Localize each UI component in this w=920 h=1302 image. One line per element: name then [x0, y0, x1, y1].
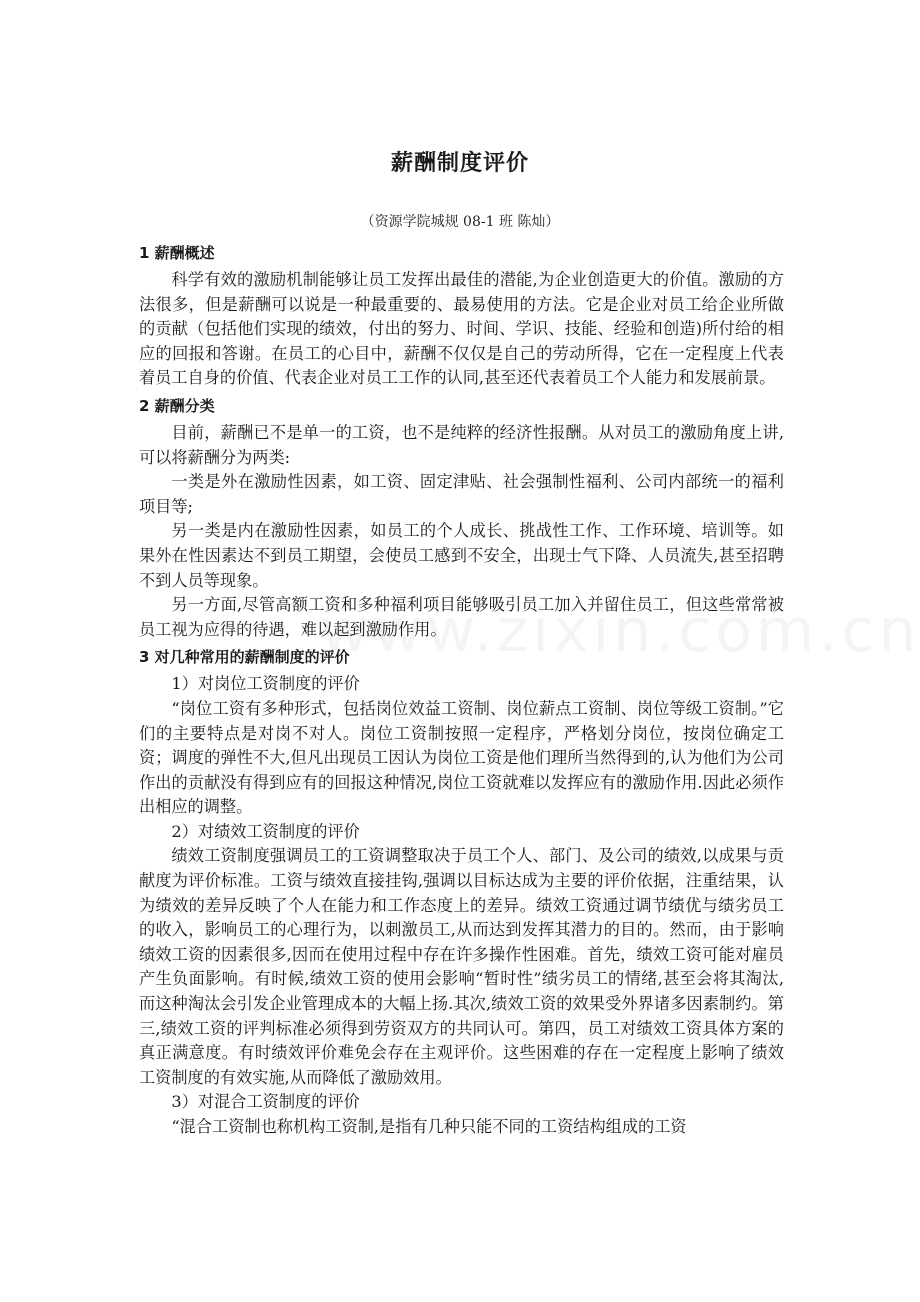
section-heading-3: 3 对几种常用的薪酬制度的评价 — [139, 648, 350, 667]
subsection-heading-3: 3）对混合工资制度的评价 — [171, 1092, 360, 1112]
paragraph: 另一方面,尽管高额工资和多种福利项目能够吸引员工加入并留住员工，但这些常常被员工视为应得的待遇，难以起到激励作用。 — [139, 595, 784, 639]
author-line: （资源学院城规 08-1 班 陈灿） — [360, 214, 560, 230]
section-heading-2: 2 薪酬分类 — [139, 396, 215, 415]
paragraph: 科学有效的激励机制能够让员工发挥出最佳的潜能,为企业创造更大的价值。激励的方法很多，但是薪酬可以说是一种最重要的、最易使用的方法。它是企业对员工给企业所做的贡献（包括他们实现的绩效，付出的努力、时间、学识、技能、经验和创造)所付给的相应的回报和答谢。在员工的心目中，薪酬不仅仅是自己的劳动所得，它在一定程度上代表着员工自身的价值、代表企业对员工工作的认同,甚至还代表着员工个人能力和发展前景。 — [139, 270, 784, 388]
paragraph: “岗位工资有多种形式，包括岗位效益工资制、岗位薪点工资制、岗位等级工资制。”它们的主要特点是对岗不对人。岗位工资制按照一定程序，严格划分岗位，按岗位确定工资；调度的弹性不大,但凡出现员工因认为岗位工资是他们理所当然得到的,认为他们为公司作出的贡献没有得到应有的回报这种情况,岗位工资就难以发挥应有的激励作用.因此必须作出相应的调整。 — [139, 698, 784, 817]
paragraph: 绩效工资制度强调员工的工资调整取决于员工个人、部门、及公司的绩效,以成果与贡献度为评价标准。工资与绩效直接挂钩,强调以目标达成为主要的评价依据，注重结果，认为绩效的差异反映了个人在能力和工作态度上的差异。绩效工资通过调节绩优与绩劣员工的收入，影响员工的心理行为，以刺激员工,从而达到发挥其潜力的目的。然而，由于影响绩效工资的因素很多,因而在使用过程中存在许多操作性困难。首先，绩效工资可能对雇员产生负面影响。有时候,绩效工资的使用会影响“暂时性”绩劣员工的情绪,甚至会将其淘汰,而这种淘汰会引发企业管理成本的大幅上扬.其次,绩效工资的效果受外界诸多因素制约。第三,绩效工资的评判标准必须得到劳资双方的共同认可。第四，员工对绩效工资具体方案的真正满意度。有时绩效评价难免会存在主观评价。这些困难的存在一定程度上影响了绩效工资制度的有效实施,从而降低了激励效用。 — [139, 846, 784, 1087]
section-heading-1: 1 薪酬概述 — [139, 244, 215, 262]
paragraph: 目前，薪酬已不是单一的工资，也不是纯粹的经济性报酬。从对员工的激励角度上讲,可以将薪酬分为两类: — [139, 422, 784, 467]
paragraph: 另一类是内在激励性因素，如员工的个人成长、挑战性工作、工作环境、培训等。如果外在性因素达不到员工期望，会使员工感到不安全，出现士气下降、人员流失,甚至招聘不到人员等现象。 — [139, 521, 784, 590]
subsection-heading-2: 2）对绩效工资制度的评价 — [171, 821, 360, 841]
subsection-heading-1: 1）对岗位工资制度的评价 — [171, 674, 360, 694]
paragraph: “混合工资制也称机构工资制,是指有几种只能不同的工资结构组成的工资 — [171, 1117, 687, 1136]
document-body — [139, 238, 784, 1140]
paragraph: 一类是外在激励性因素，如工资、固定津贴、社会强制性福利、公司内部统一的福利项目等; — [139, 472, 784, 516]
document-title: 薪酬制度评价 — [390, 151, 529, 176]
